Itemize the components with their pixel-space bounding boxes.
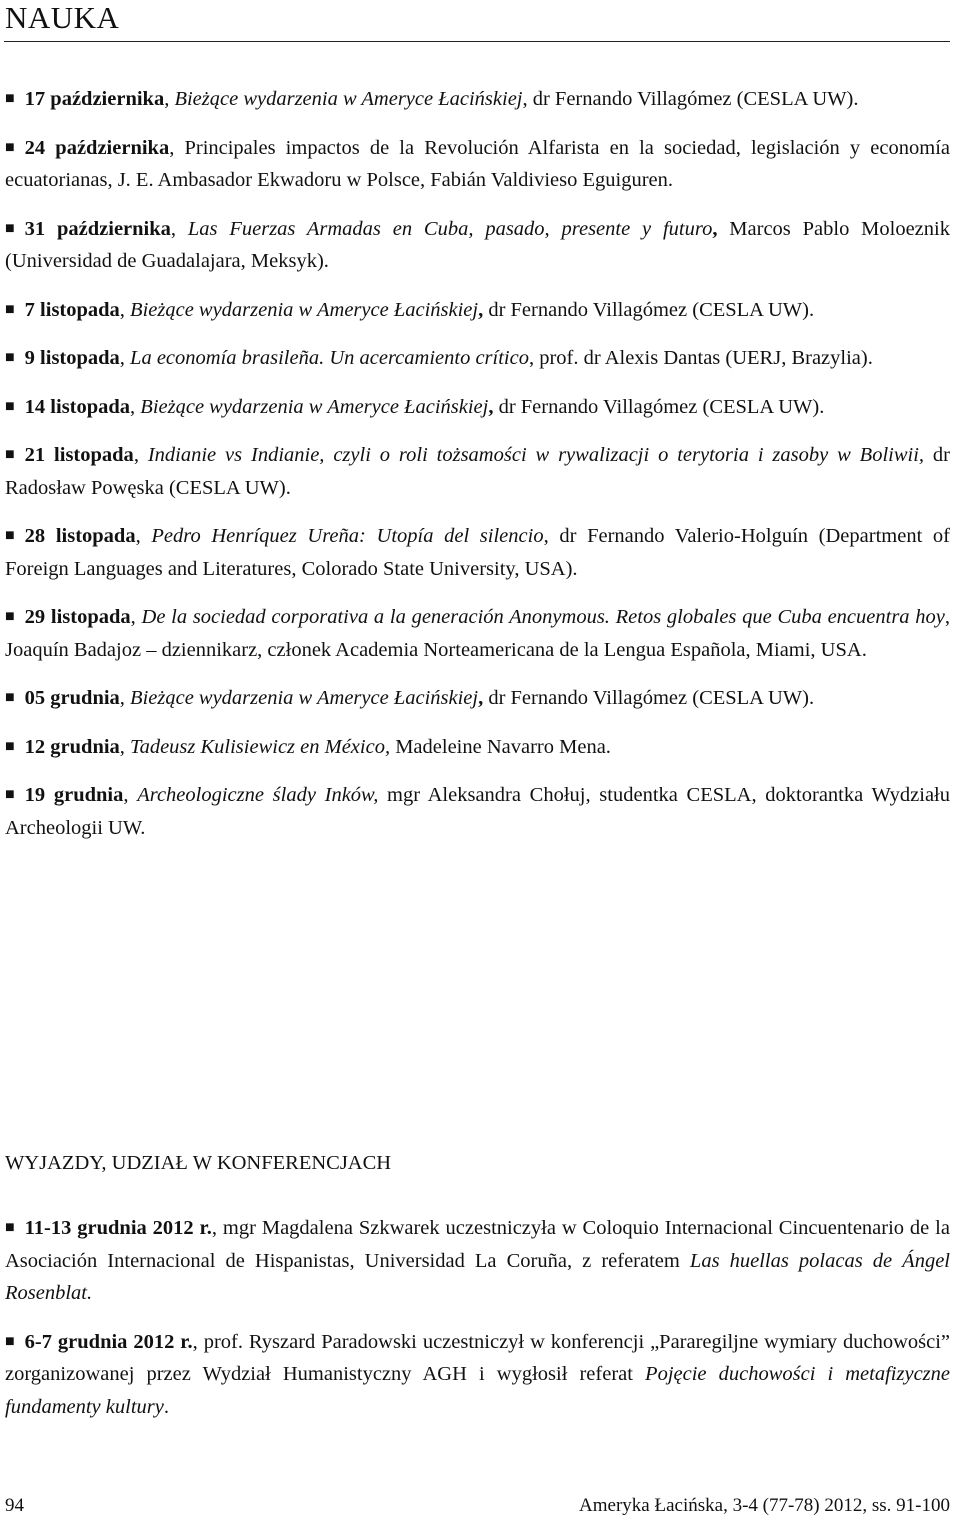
section-heading: WYJAZDY, UDZIAŁ W KONFERENCJACH: [5, 1152, 392, 1174]
entry-text: ,: [135, 525, 152, 547]
square-bullet-icon: ■: [5, 737, 15, 755]
entry-text: La economía brasileña. Un acercamiento crítico: [130, 347, 529, 369]
entry-text: dr Fernando Villagómez (CESLA UW).: [483, 298, 815, 321]
square-bullet-icon: ■: [5, 300, 15, 318]
entry-text: Bieżące wydarzenia w Ameryce Łacińskiej: [130, 298, 479, 321]
list-item: [5, 520, 950, 585]
entry-text: , dr Fernando Villagómez (CESLA UW).: [522, 88, 859, 110]
list-item: [5, 132, 950, 197]
entry-date: 17 października: [24, 88, 165, 110]
entry-text: Marcos Pablo Moloeznik (Universidad de Guadalajara, Meksyk).: [5, 217, 950, 272]
entry-text: mgr Aleksandra Chołuj, studentka CESLA, doktorantka Wydziału Archeologii UW.: [5, 784, 950, 839]
square-bullet-icon: ■: [5, 608, 15, 625]
entry-date: 9 listopada: [24, 347, 120, 369]
entry-text: ,: [164, 88, 175, 110]
entry-date: 19 grudnia: [24, 784, 124, 806]
entry-text: De la sociedad corporativa a la generación Anonymous. Retos globales que Cuba encuentra hoy: [141, 606, 945, 628]
entry-text: , Principales impactos de la Revolución Alfarista en la sociedad, legislación y economía ecuatorianas, J. E. Ambasador Ekwadoru w Polsce, Fabián Valdivieso Eguiguren.: [5, 136, 950, 191]
list-item: [5, 342, 950, 375]
entry-text: Archeologiczne ślady Inków,: [137, 784, 379, 806]
entry-date: 12 grudnia: [24, 735, 120, 758]
entry-date: 24 października: [24, 136, 170, 159]
list-item: [5, 83, 950, 116]
square-bullet-icon: ■: [5, 349, 15, 366]
list-item: [5, 391, 950, 424]
entry-text: Las huellas polacas de Ángel Rosenblat.: [5, 1249, 950, 1304]
square-bullet-icon: ■: [5, 219, 15, 237]
conference-list: [5, 1212, 950, 1439]
events-list: [5, 83, 950, 860]
entry-text: Bieżące wydarzenia w Ameryce Łacińskiej: [174, 88, 523, 110]
entry-date: 21 listopada: [24, 444, 134, 466]
section-title: NAUKA: [5, 0, 120, 35]
square-bullet-icon: ■: [5, 90, 15, 107]
entry-text: , Joaquín Badajoz – dziennikarz, członek Academia Norteamericana de la Lengua Española, Miami, USA.: [5, 606, 951, 661]
entry-text: Pojęcie duchowości i metafizyczne fundamenty kultury: [5, 1363, 950, 1418]
page-number: 94: [5, 1495, 24, 1516]
entry-text: , prof. dr Alexis Dantas (UERJ, Brazylia).: [528, 347, 873, 369]
entry-date: 29 listopada: [24, 606, 131, 628]
entry-text: ,: [478, 687, 484, 709]
square-bullet-icon: ■: [5, 527, 15, 544]
entry-text: Las Fuerzas Armadas en Cuba, pasado, presente y futuro: [187, 217, 713, 240]
entry-date: 28 listopada: [24, 525, 136, 547]
square-bullet-icon: ■: [5, 1332, 15, 1350]
list-item: [5, 601, 950, 666]
entry-text: Pedro Henríquez Ureña: Utopía del silencio: [151, 525, 544, 547]
square-bullet-icon: ■: [5, 786, 15, 803]
entry-text: dr Fernando Villagómez (CESLA UW).: [483, 687, 815, 709]
entry-text: ,: [119, 687, 131, 709]
entry-text: Indianie vs Indianie, czyli o roli tożsamości w rywalizacji o terytoria i zasoby w Boliwii,: [147, 444, 925, 466]
list-item: [5, 213, 950, 278]
square-bullet-icon: ■: [5, 138, 15, 156]
header-divider: [4, 41, 950, 42]
entry-text: , dr Fernando Valerio-Holguín (Department of Foreign Languages and Literatures, Colorado State University, USA).: [5, 525, 950, 580]
entry-text: , mgr Magdalena Szkwarek uczestniczyła w Coloquio Internacional Cincuentenario de la Asociación Internacional de Hispanistas, Universidad La Coruña, z referatem: [5, 1217, 950, 1272]
square-bullet-icon: ■: [5, 397, 15, 415]
entry-text: ,: [123, 784, 138, 806]
entry-text: Bieżące wydarzenia w Ameryce Łacińskiej: [130, 687, 479, 709]
entry-text: dr Radosław Powęska (CESLA UW).: [5, 444, 950, 499]
entry-text: ,: [119, 347, 131, 369]
list-item: [5, 1326, 950, 1424]
entry-text: ,: [119, 735, 131, 758]
entry-text: , prof. Ryszard Paradowski uczestniczył w konferencji „Pararegiljne wymiary duchowości” zorganizowanej przez Wydział Humanistyczny AGH i wygłosił referat: [5, 1330, 950, 1385]
entry-text: .: [163, 1395, 169, 1418]
square-bullet-icon: ■: [5, 446, 15, 463]
entry-text: ,: [119, 298, 131, 321]
entry-text: ,: [130, 395, 141, 418]
entry-date: 31 października: [24, 217, 171, 240]
entry-date: 05 grudnia: [24, 687, 120, 709]
list-item: [5, 682, 950, 715]
list-item: [5, 731, 950, 764]
entry-text: Madeleine Navarro Mena.: [390, 735, 611, 758]
entry-date: 14 listopada: [24, 395, 131, 418]
entry-text: ,: [130, 606, 142, 628]
entry-text: ,: [712, 217, 718, 240]
list-item: [5, 1212, 950, 1310]
entry-text: ,: [488, 395, 494, 418]
entry-date: 7 listopada: [24, 298, 120, 321]
entry-text: ,: [478, 298, 484, 321]
list-item: [5, 294, 950, 327]
entry-text: dr Fernando Villagómez (CESLA UW).: [493, 395, 825, 418]
square-bullet-icon: ■: [5, 689, 15, 706]
entry-text: Tadeusz Kulisiewicz en México,: [130, 735, 391, 758]
entry-text: ,: [170, 217, 188, 240]
entry-date: 6-7 grudnia 2012 r.: [24, 1330, 193, 1353]
list-item: [5, 779, 950, 844]
journal-citation: Ameryka Łacińska, 3-4 (77-78) 2012, ss. 91-100: [579, 1495, 950, 1516]
entry-text: ,: [133, 444, 148, 466]
list-item: [5, 439, 950, 504]
entry-date: 11-13 grudnia 2012 r.: [24, 1217, 212, 1239]
square-bullet-icon: ■: [5, 1219, 15, 1236]
entry-text: Bieżące wydarzenia w Ameryce Łacińskiej: [140, 395, 489, 418]
